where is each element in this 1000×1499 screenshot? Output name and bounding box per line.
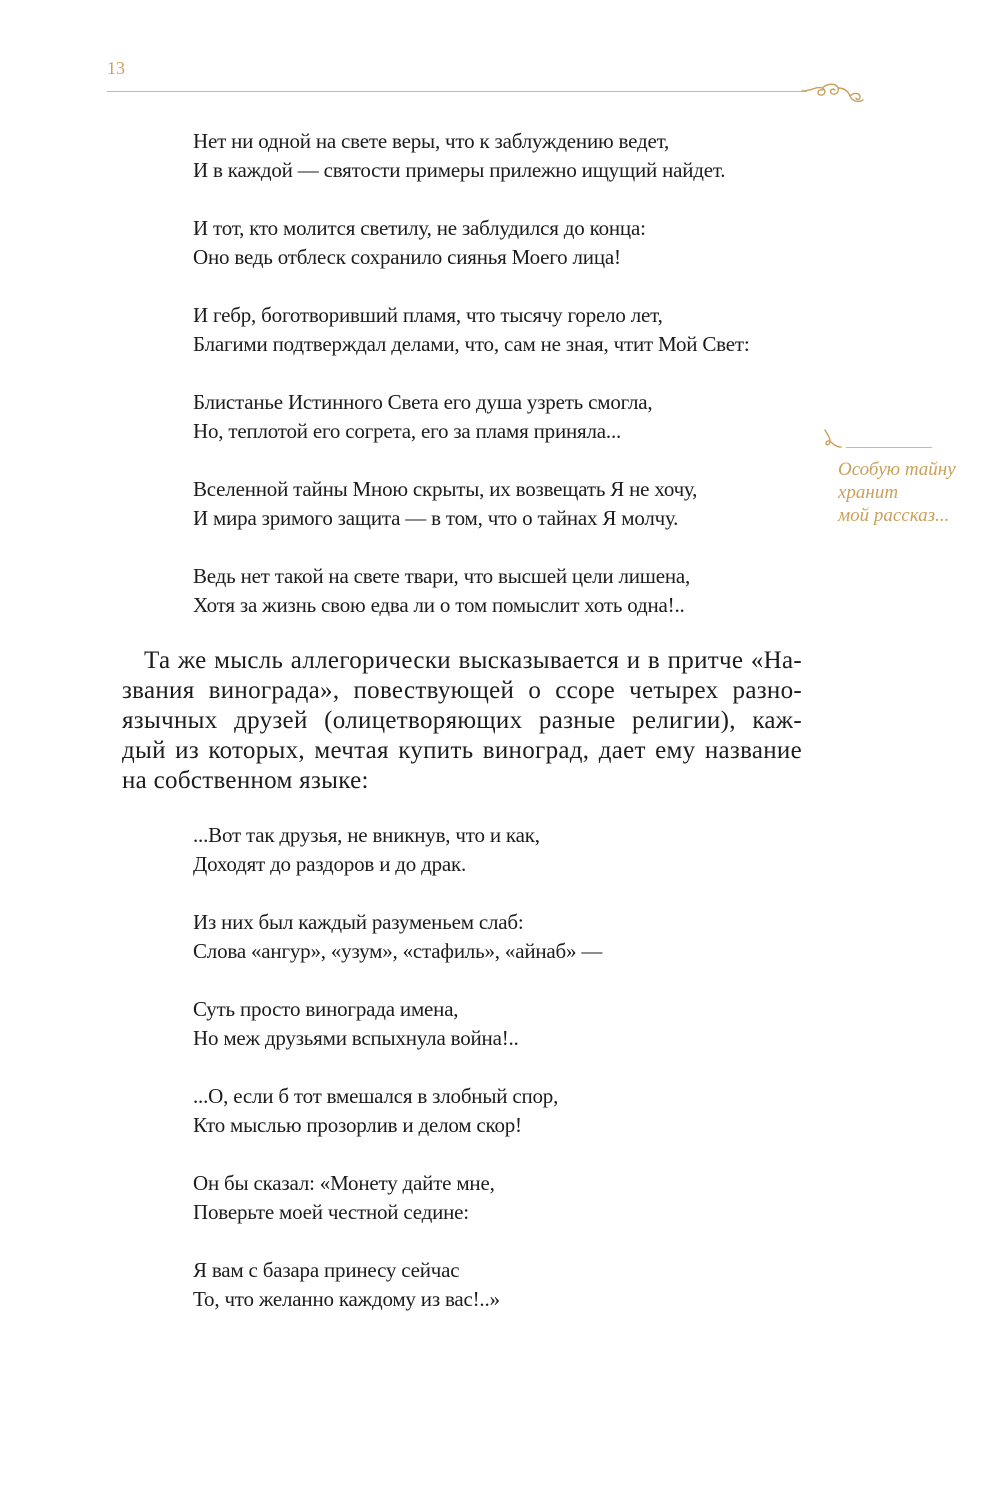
stanza [193,301,749,359]
poem-line: Суть просто винограда имена, [193,997,459,1021]
curl-ornament-icon [822,428,842,450]
stanza [193,214,749,272]
poem-line: ...О, если б тот вмешался в злобный спор, [193,1084,559,1108]
prose-line: дый из которых, мечтая купить виноград, дает ему название [122,737,802,764]
poem-line: Хотя за жизнь свою едва ли о том помыслит хоть одна!.. [193,593,685,617]
margin-note-line: Особую тайну [838,459,956,480]
poem-line: То, что желанно каждому из вас!..» [193,1287,500,1311]
poem-line: Но меж друзьями вспыхнула война!.. [193,1026,519,1050]
stanza [193,475,749,533]
poem-line: ...Вот так друзья, не вникнув, что и как, [193,823,540,847]
poem-line: И гебр, боготворивший пламя, что тысячу горело лет, [193,303,663,327]
stanza [193,908,602,966]
note-rule [846,447,932,448]
poem-1 [193,127,749,649]
poem-line: Он бы сказал: «Монету дайте мне, [193,1171,495,1195]
stanza [193,821,602,879]
prose-line: язычных друзей (олицетворяющих разные религии), каж- [122,707,802,734]
margin-note-text [838,458,956,527]
poem-line: Нет ни одной на свете веры, что к заблуждению ведет, [193,129,670,153]
margin-note-line: мой рассказ... [838,505,950,526]
stanza [193,127,749,185]
stanza [193,562,749,620]
flourish-ornament-icon [800,78,866,110]
poem-line: Но, теплотой его согрета, его за пламя приняла... [193,419,622,443]
poem-line: Из них был каждый разуменьем слаб: [193,910,524,934]
poem-line: Ведь нет такой на свете твари, что высшей цели лишена, [193,564,691,588]
stanza [193,388,749,446]
poem-line: Кто мыслью прозорлив и делом скор! [193,1113,522,1137]
poem-2 [193,821,602,1343]
prose-line: звания винограда», повествующей о ссоре четырех разно- [122,677,802,704]
header-rule [107,91,807,92]
poem-line: И тот, кто молится светилу, не заблудился до конца: [193,216,646,240]
prose-line: Та же мысль аллегорически высказывается и в притче «На- [144,647,802,674]
stanza [193,1256,602,1314]
poem-line: Благими подтверждал делами, что, сам не зная, чтит Мой Свет: [193,332,750,356]
poem-line: Поверьте моей честной седине: [193,1200,469,1224]
prose-paragraph [122,646,802,796]
margin-note-line: хранит [838,482,899,503]
prose-line: на собственном языке: [122,767,369,794]
poem-line: Блистанье Истинного Света его душа узреть смогла, [193,390,653,414]
poem-line: Вселенной тайны Мною скрыты, их возвещать Я не хочу, [193,477,698,501]
stanza [193,1082,602,1140]
poem-line: Доходят до раздоров и до драк. [193,852,467,876]
poem-line: Я вам с базара принесу сейчас [193,1258,460,1282]
poem-line: Оно ведь отблеск сохранило сиянья Моего лица! [193,245,621,269]
stanza [193,1169,602,1227]
poem-line: И в каждой — святости примеры прилежно ищущий найдет. [193,158,726,182]
poem-line: Слова «ангур», «узум», «стафиль», «айнаб» — [193,939,603,963]
poem-line: И мира зримого защита — в том, что о тайнах Я молчу. [193,506,679,530]
page-number: 13 [107,58,125,78]
stanza [193,995,602,1053]
